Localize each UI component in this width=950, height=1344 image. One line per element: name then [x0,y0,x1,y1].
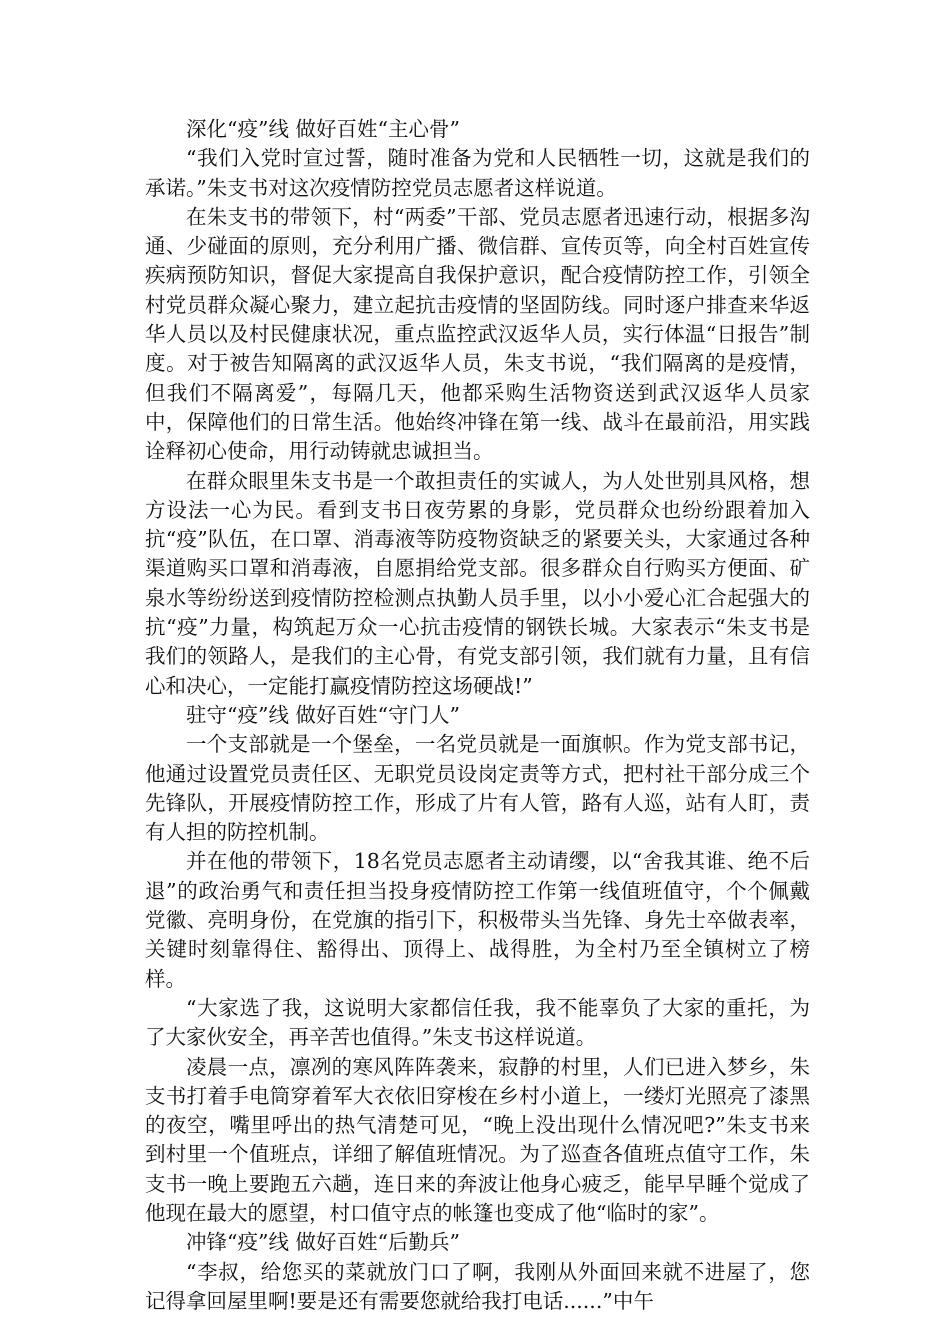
paragraph: 并在他的带领下，18名党员志愿者主动请缨，以“舍我其谁、绝不后退”的政治勇气和责任担当投身疫情防控工作第一线值班值守，个个佩戴党徽、亮明身份，在党旗的指引下，积极带头当先锋、身先士卒做表率，关键时刻靠得住、豁得出、顶得上、战得胜，为全村乃至全镇树立了榜样。 [145,849,810,991]
paragraph: 在朱支书的带领下，村“两委”干部、党员志愿者迅速行动，根据多沟通、少碰面的原则，充分利用广播、微信群、宣传页等，向全村百姓宣传疾病预防知识，督促大家提高自我保护意识，配合疫情防控工作，引领全村党员群众凝心聚力，建立起抗击疫情的坚固防线。同时逐户排查来华返华人员以及村民健康状况，重点监控武汉返华人员，实行体温“日报告”制度。对于被告知隔离的武汉返华人员，朱支书说，“我们隔离的是疫情，但我们不隔离爱”，每隔几天，他都采购生活物资送到武汉返华人员家中，保障他们的日常生活。他始终冲锋在第一线、战斗在最前沿，用实践诠释初心使命，用行动铸就忠诚担当。 [145,204,810,464]
paragraph: “大家选了我，这说明大家都信任我，我不能辜负了大家的重托，为了大家伙安全，再辛苦也值得。”朱支书这样说道。 [145,995,810,1050]
section-heading-2: 驻守“疫”线 做好百姓“守门人” [186,702,460,727]
paragraph: “李叔，给您买的菜就放门口了啊，我刚从外面回来就不进屋了，您记得拿回屋里啊!要是还有需要您就给我打电话......”中午 [145,1259,810,1313]
paragraph: 凌晨一点，凛冽的寒风阵阵袭来，寂静的村里，人们已进入梦乡，朱支书打着手电筒穿着军大衣依旧穿梭在乡村小道上，一缕灯光照亮了漆黑的夜空，嘴里呼出的热气清楚可见，“晚上没出现什么情况吧?”朱支书来到村里一个值班点，详细了解值班情况。为了巡查各值班点值守工作，朱支书一晚上要跑五六趟，连日来的奔波让他身心疲乏，能早早睡个觉成了他现在最大的愿望，村口值守点的帐篷也变成了他“临时的家”。 [145,1054,810,1225]
document-page [145,115,810,1316]
paragraph: 一个支部就是一个堡垒，一名党员就是一面旗帜。作为党支部书记，他通过设置党员责任区、无职党员设岗定责等方式，把村社干部分成三个先锋队，开展疫情防控工作，形成了片有人管，路有人巡，站有人盯，责有人担的防控机制。 [145,732,810,845]
paragraph: 在群众眼里朱支书是一个敢担责任的实诚人，为人处世别具风格，想方设法一心为民。看到支书日夜劳累的身影，党员群众也纷纷跟着加入抗“疫”队伍，在口罩、消毒液等防疫物资缺乏的紧要关头，大家通过各种渠道购买口罩和消毒液，自愿捐给党支部。很多群众自行购买方便面、矿泉水等纷纷送到疫情防控检测点执勤人员手里，以小小爱心汇合起强大的抗“疫”力量，构筑起万众一心抗击疫情的钢铁长城。大家表示“朱支书是我们的领路人，是我们的主心骨，有党支部引领，我们就有力量，且有信心和决心，一定能打赢疫情防控这场硬战!” [145,468,810,698]
section-heading-3: 冲锋“疫”线 做好百姓“后勤兵” [186,1230,460,1255]
section-heading-1: 深化“疫”线 做好百姓“主心骨” [186,117,460,141]
paragraph: “我们入党时宣过誓，随时准备为党和人民牺牲一切，这就是我们的承诺。”朱支书对这次疫情防控党员志愿者这样说道。 [145,146,810,200]
